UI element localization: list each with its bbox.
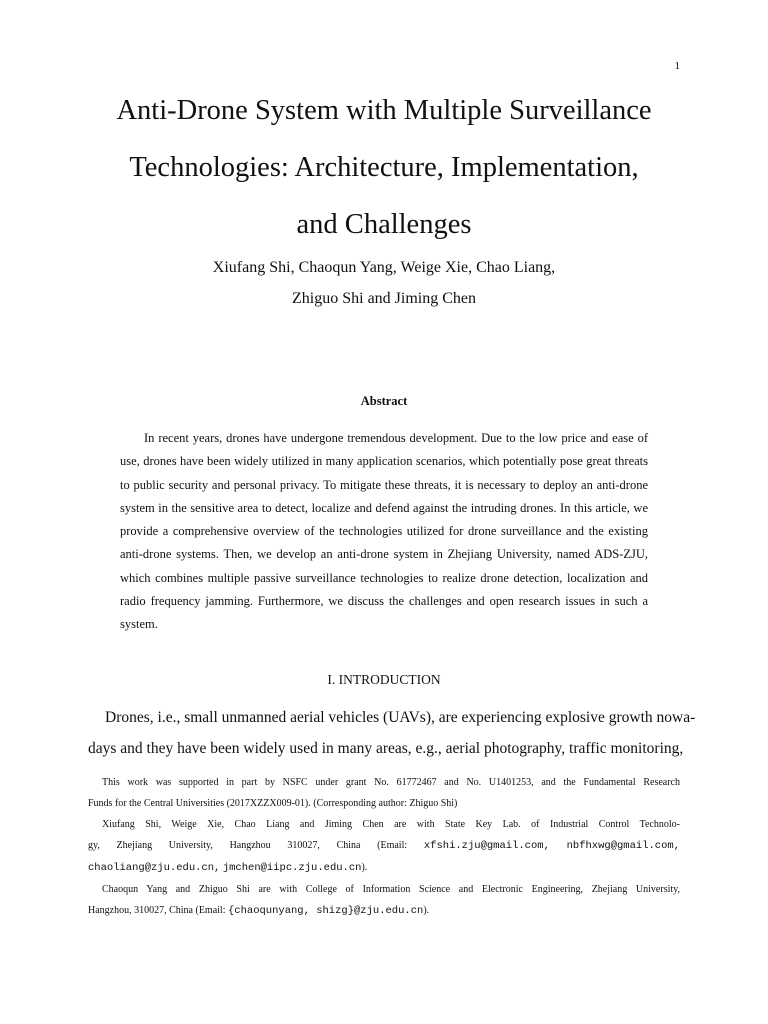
footnote-funding (88, 772, 680, 814)
footnote-affiliation-2 (88, 879, 680, 922)
section-title-rest: NTRODUCTION (343, 672, 441, 687)
footnote-line: This work was supported in part by NSFC under grant No. 61772467 and No. U1401253, and the Fundamental Research (102, 777, 680, 788)
abstract-body (120, 427, 648, 637)
abstract-line: anti-drone systems. Then, we develop an anti-drone system in Zhejiang University, named ADS-ZJU, (120, 547, 648, 562)
abstract-line: In recent years, drones have undergone tremendous development. Due to the low price and ease of (144, 431, 648, 445)
author-line: Xiufang Shi, Chaoqun Yang, Weige Xie, Chao Liang, (212, 259, 556, 276)
footnote-line (88, 900, 680, 922)
footnotes (88, 772, 680, 922)
title-line: Anti-Drone System with Multiple Surveillance (116, 95, 652, 126)
introduction-paragraph (88, 702, 696, 764)
abstract-line: system in the sensitive area to detect, localize and defend against the intruding drones. In this article, we (120, 500, 648, 515)
abstract-line: radio frequency jamming. Furthermore, we discuss the challenges and open research issues in such a (120, 594, 648, 609)
footnote-line (88, 857, 680, 879)
footnote-line: Xiufang Shi, Weige Xie, Chao Liang and Jiming Chen are with State Key Lab. of Industrial Control Technolo- (102, 819, 680, 830)
intro-line: Drones, i.e., small unmanned aerial vehicles (UAVs), are experiencing explosive growth nowa- (105, 709, 696, 726)
section-title-initial: I (338, 672, 344, 687)
abstract-heading: Abstract (360, 394, 408, 408)
title-line: Technologies: Architecture, Implementation, (129, 152, 639, 183)
page-number: 1 (674, 60, 680, 72)
intro-line: days and they have been widely used in many areas, e.g., aerial photography, traffic monitoring, (88, 740, 684, 757)
paper-title (60, 82, 708, 253)
email-link[interactable]: xfshi.zju@gmail.com, (423, 840, 550, 852)
footnote-text: gy, Zhejiang University, Hangzhou 310027, China (Email: (88, 840, 408, 851)
email-link[interactable]: {chaoqunyang, shizg}@zju.edu.cn (227, 905, 424, 917)
abstract-line: provide a comprehensive overview of the technologies utilized for drone surveillance and the existing (120, 524, 648, 539)
email-link[interactable]: jmchen@iipc.zju.edu.cn (222, 862, 362, 874)
footnote-line: Funds for the Central Universities (2017XZZX009-01). (Corresponding author: Zhiguo Shi) (88, 798, 458, 809)
email-link[interactable]: nbfhxwg@gmail.com, (566, 840, 681, 852)
footnote-text: ). (361, 862, 368, 873)
email-link[interactable]: chaoliang@zju.edu.cn, (88, 862, 221, 874)
abstract-line: which combines multiple passive surveillance technologies to realize drone detection, localization and (120, 570, 648, 585)
title-line: and Challenges (296, 209, 472, 240)
abstract-line: use, drones have been widely utilized in many application scenarios, which potentially pose great threats (120, 454, 648, 469)
footnote-text: ). (423, 905, 430, 916)
section-heading-introduction (0, 672, 768, 688)
abstract-line: system. (120, 617, 158, 632)
abstract-line: to public security and personal privacy. To mitigate these threats, it is necessary to deploy an anti-drone (120, 477, 648, 492)
section-number: I. (327, 672, 336, 687)
author-line: Zhiguo Shi and Jiming Chen (292, 290, 476, 307)
footnote-text: Hangzhou, 310027, China (Email: (88, 905, 226, 916)
author-list (60, 252, 708, 314)
footnote-line: Chaoqun Yang and Zhiguo Shi are with College of Information Science and Electronic Engineering, Zhejiang University, (102, 884, 680, 895)
footnote-affiliation-1 (88, 814, 680, 879)
footnote-line (88, 835, 680, 857)
